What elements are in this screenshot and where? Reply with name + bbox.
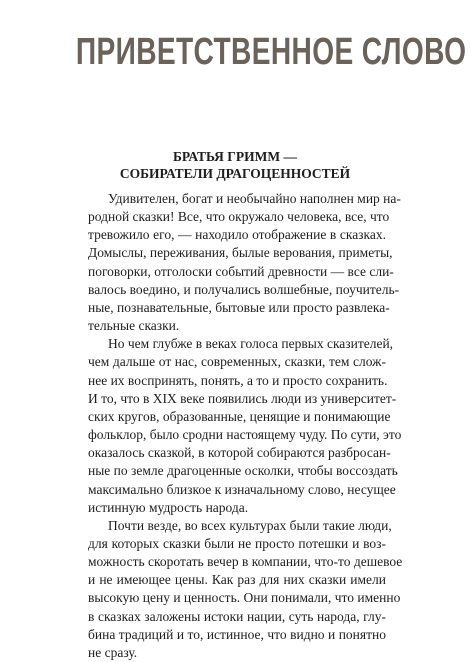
text-line: валось воедино, и получались волшебные, поучитель- — [88, 281, 400, 297]
text-line: максимально близкое к изначальному слово, несущее — [88, 481, 396, 497]
text-line: чем дальше от нас, современных, сказки, тем слож- — [88, 354, 386, 370]
text-line: Почти везде, во всех культурах были такие люди, — [108, 517, 392, 533]
text-line: можность скоротать вечер в компании, что-то дешевое — [88, 554, 403, 570]
section-heading-line: БРАТЬЯ ГРИММ — — [172, 149, 298, 164]
text-line: ные по земле драгоценные осколки, чтобы воссоздать — [88, 463, 398, 479]
text-line: и не имеющее цены. Как раз для них сказки имели — [88, 572, 386, 588]
text-line: бина традиций и то, истинное, что видно и понятно — [88, 626, 386, 642]
chapter-title: ПРИВЕТСТВЕННОЕ СЛОВО — [75, 31, 467, 73]
text-line: И то, что в XIX веке появились люди из университет- — [88, 390, 397, 406]
text-line: истинную мудрость народа. — [88, 499, 249, 515]
text-line: поговорки, отголоски событий древности — все сли- — [88, 263, 394, 279]
section-heading — [60, 148, 410, 182]
text-line: ских кругов, образованные, ценящие и понимающие — [88, 408, 391, 424]
text-line: тельные сказки. — [88, 318, 180, 334]
text-line: высокую цену и ценность. Они понимали, что именно — [88, 590, 401, 606]
text-line: оказалось сказкой, в которой собираются разбросан- — [88, 445, 391, 461]
body-text — [88, 190, 403, 662]
text-line: для которых сказки были не просто потешки и воз- — [88, 535, 386, 551]
section-heading-line: СОБИРАТЕЛИ ДРАГОЦЕННОСТЕЙ — [119, 166, 351, 181]
text-line: нее их воспринять, понять, а то и просто сохранить. — [88, 372, 388, 388]
text-line: Домыслы, переживания, былые верования, приметы, — [88, 245, 393, 261]
paragraph — [88, 335, 402, 517]
paragraph — [88, 190, 401, 335]
text-line: не сразу. — [88, 644, 138, 660]
paragraph — [88, 517, 403, 662]
text-line: ные, познавательные, бытовые или просто развлека- — [88, 299, 390, 315]
text-line: в сказках заложены истоки нации, суть народа, глу- — [88, 608, 386, 624]
text-line: родной сказки! Все, что окружало человека, все, что — [88, 209, 390, 225]
text-line: тревожило его, — находило отображение в сказках. — [88, 227, 386, 243]
text-line: Удивителен, богат и необычайно наполнен мир на- — [108, 191, 401, 206]
text-line: Но чем глубже в веках голоса первых сказителей, — [108, 336, 394, 352]
text-line: фольклор, было сродни настоящему чуду. По сути, это — [88, 427, 402, 443]
